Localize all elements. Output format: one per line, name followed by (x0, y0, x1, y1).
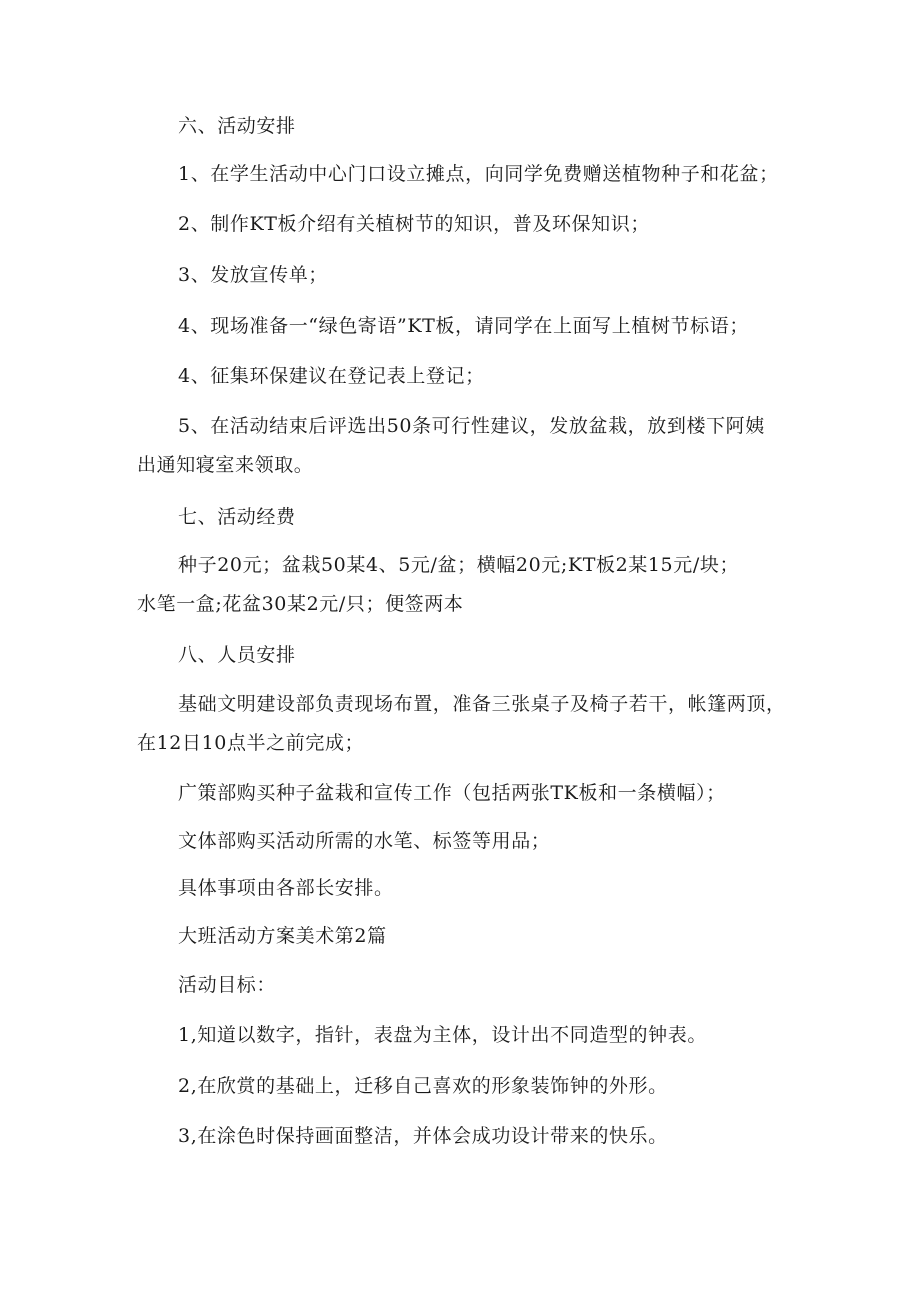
paragraph-line: 文体部购买活动所需的水笔、标签等用品； (178, 830, 551, 852)
paragraph-line: 广策部购买种子盆栽和宣传工作（包括两张TK板和一条横幅）； (178, 782, 726, 804)
section-heading-activity-budget: 七、活动经费 (178, 506, 296, 528)
paragraph-line: 5、在活动结束后评选出50条可行性建议，发放盆栽，放到楼下阿姨 (178, 415, 765, 437)
paragraph-line: 具体事项由各部长安排。 (178, 877, 394, 899)
section-heading-staff-arrangement: 八、人员安排 (178, 644, 296, 666)
paragraph-line-continuation: 在12日10点半之前完成； (137, 732, 365, 754)
section-heading-article-title: 大班活动方案美术第2篇 (178, 925, 387, 947)
paragraph-line: 3、发放宣传单； (178, 264, 328, 286)
paragraph-line: 2、制作KT板介绍有关植树节的知识，普及环保知识； (178, 213, 650, 235)
paragraph-line: 4、征集环保建议在登记表上登记； (178, 365, 485, 387)
paragraph-line: 种子20元；盆栽50某4、5元/盆；横幅20元;KT板2某15元/块； (178, 554, 740, 576)
paragraph-line: 3,在涂色时保持画面整洁，并体会成功设计带来的快乐。 (178, 1125, 668, 1147)
paragraph-line: 基础文明建设部负责现场布置，准备三张桌子及椅子若干，帐篷两顶， (178, 693, 786, 715)
paragraph-line: 1、在学生活动中心门口设立摊点，向同学免费赠送植物种子和花盆； (178, 163, 779, 185)
paragraph-line-continuation: 出通知寝室来领取。 (137, 454, 314, 476)
paragraph-line-continuation: 水笔一盒;花盆30某2元/只；便签两本 (137, 593, 464, 615)
section-heading-activity-arrangement: 六、活动安排 (178, 115, 296, 137)
paragraph-line: 4、现场准备一“绿色寄语”KT板，请同学在上面写上植树节标语； (178, 315, 749, 337)
paragraph-line: 1,知道以数字，指针，表盘为主体，设计出不同造型的钟表。 (178, 1024, 707, 1046)
paragraph-line: 2,在欣赏的基础上，迁移自己喜欢的形象装饰钟的外形。 (178, 1075, 668, 1097)
section-heading-activity-goals: 活动目标： (178, 974, 277, 996)
